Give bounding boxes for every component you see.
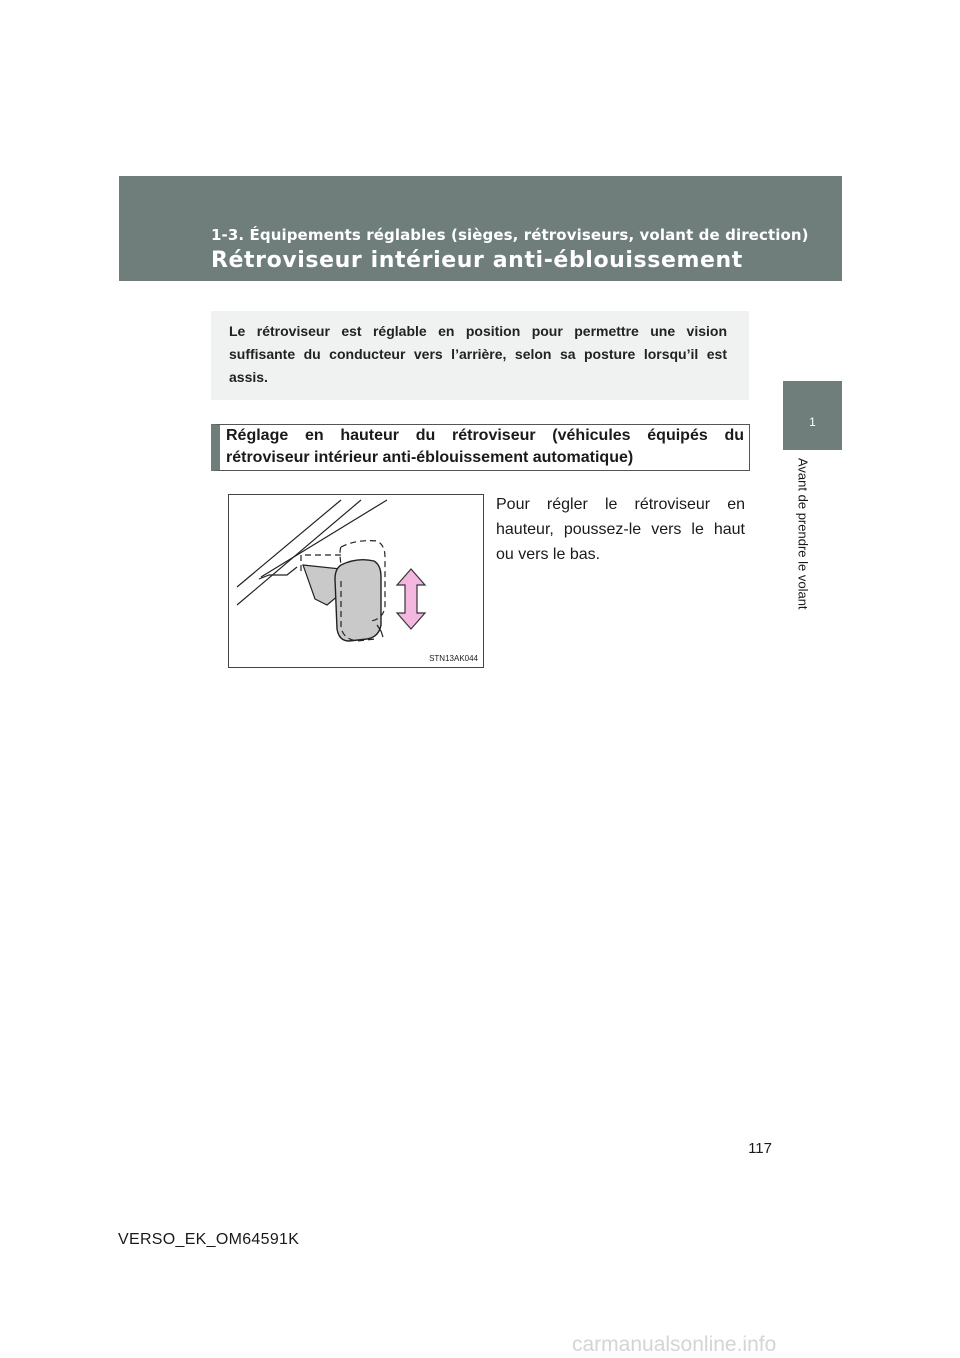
- chapter-number: 1: [809, 415, 816, 429]
- page-title: Rétroviseur intérieur anti-éblouissement: [211, 248, 743, 273]
- mirror-illustration: [228, 494, 484, 668]
- page-number: 117: [748, 1140, 772, 1157]
- instruction-text: Pour régler le rétroviseur en hauteur, poussez-le vers le haut ou vers le bas.: [496, 496, 745, 563]
- document-code: VERSO_EK_OM64591K: [118, 1231, 300, 1248]
- chapter-tab: [783, 381, 842, 450]
- subheading-box: [211, 424, 750, 471]
- figure-code: STN13AK044: [429, 654, 478, 663]
- intro-box: [211, 311, 749, 400]
- watermark: carmanualsonline.info: [572, 1333, 777, 1356]
- up-down-arrow-icon: [397, 569, 425, 629]
- intro-text: Le rétroviseur est réglable en position pour permettre une vision suffisante du conducteur vers l’arrière, selon sa posture lorsqu’il est assis.: [229, 323, 727, 385]
- chapter-label: [795, 458, 811, 638]
- mirror-drawing: [229, 495, 483, 667]
- section-heading: 1-3. Équipements réglables (sièges, rétroviseurs, volant de direction): [211, 226, 809, 244]
- subheading-text: Réglage en hauteur du rétroviseur (véhicules équipés du rétroviseur intérieur anti-éblouissement automatique): [226, 427, 744, 466]
- chapter-label-text: Avant de prendre le volant: [795, 458, 811, 610]
